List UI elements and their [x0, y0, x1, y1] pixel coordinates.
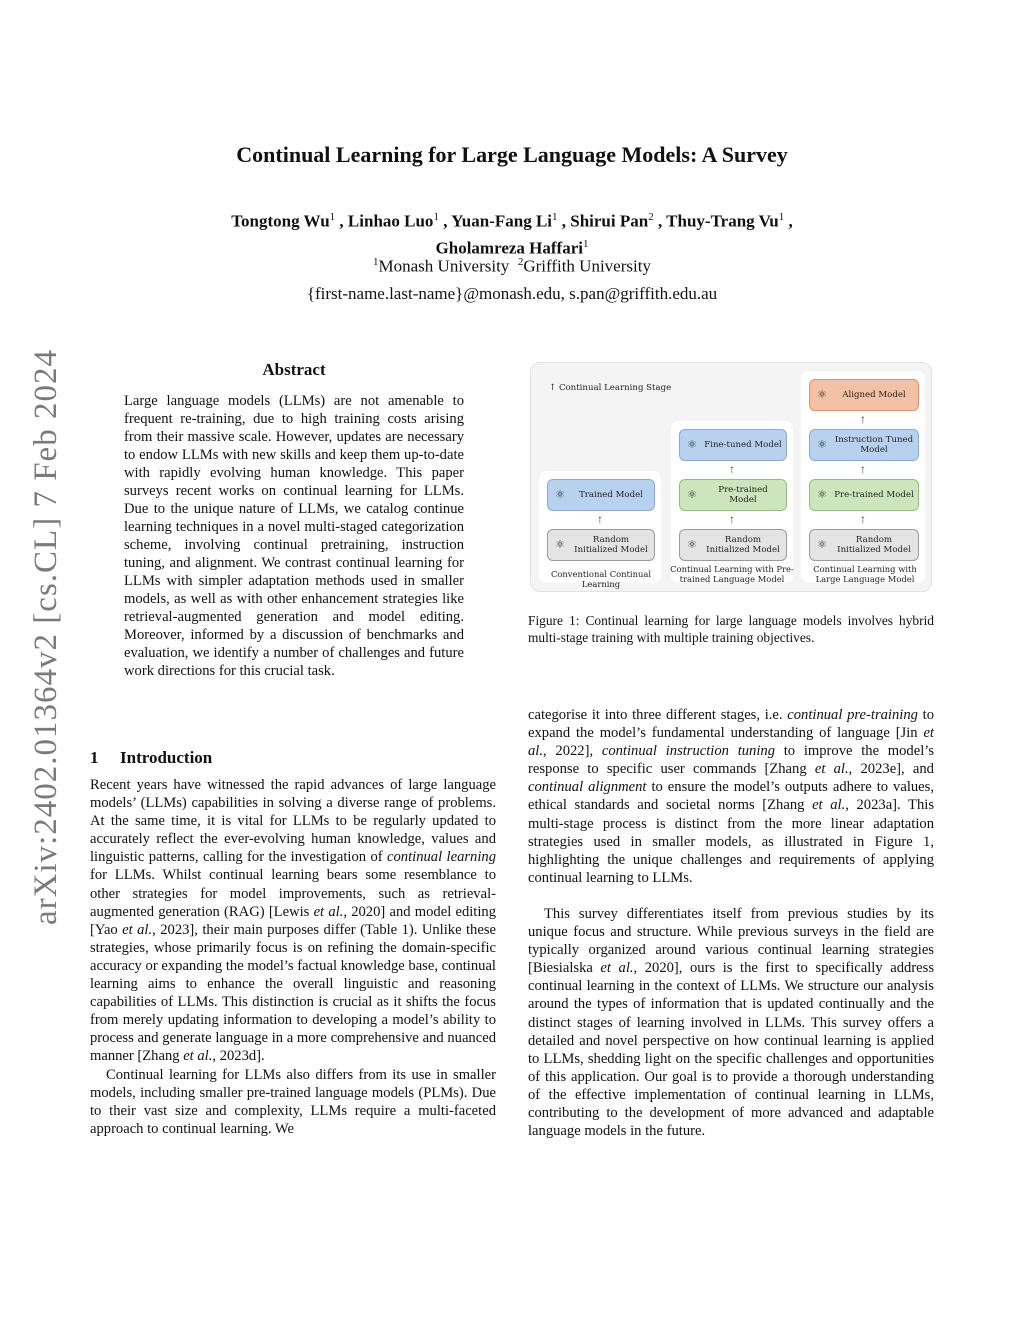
text-run: for LLMs. Whilst continual learning bears some resemblance to other strategies for model improvements, such as retrieval-augmented generation (RAG) [Lewis — [90, 867, 496, 920]
text-run: , 2022], — [543, 743, 602, 760]
emphasis: continual learning — [387, 849, 497, 866]
author-list: Tongtong Wu$^1$ , Linhao Luo$^1$ , Yuan-Fang Li$^1$ , Shirui Pan$^2$ , Thuy-Trang Vu$^1$ , Gholamreza Haffari$^1$ — [231, 211, 793, 258]
network-icon: ⚛ — [555, 488, 565, 501]
text-run: to expand the model’s fundamental understanding of language [Jin — [528, 707, 935, 742]
random-initialized-model-box — [679, 529, 787, 561]
author-name: Linhao Luo — [347, 211, 434, 231]
text-run: , 2023a]. This multi-stage process is distinct from the more linear adaptation strategies used in smaller models, as illustrated in Figure 1, highlighting the unique challenges and requirements of applying continual learning to LLMs. — [528, 797, 934, 886]
emphasis: et al. — [812, 797, 846, 814]
text-run: categorise it into three different stages, i.e. — [528, 707, 788, 723]
pre-trained-model-box — [809, 479, 919, 511]
emphasis: continual alignment — [528, 779, 647, 796]
intro-paragraph-2-continued — [528, 706, 934, 887]
author-name: Tongtong Wu — [231, 211, 330, 231]
affiliation-name: Griffith University — [523, 256, 651, 276]
network-icon: ⚛ — [687, 488, 697, 501]
author-name: Gholamreza Haffari — [435, 238, 583, 258]
affiliation-number: 1 — [373, 256, 379, 268]
author-affiliation-mark: 1 — [329, 211, 336, 223]
network-icon: ⚛ — [817, 538, 827, 551]
arxiv-identifier: arXiv:2402.01364v2 [cs.CL] 7 Feb 2024 — [27, 349, 64, 925]
emphasis: et al. — [528, 725, 934, 760]
author-affiliation-mark: 2 — [648, 211, 654, 223]
author-affiliation-mark: 1 — [433, 211, 439, 223]
text-run: , 2020] and model editing [Yao — [90, 903, 497, 938]
text-run: to ensure the model’s outputs adhere to values, ethical standards and societal norms [Zhang — [528, 779, 934, 814]
random-initialized-model-box — [547, 529, 655, 561]
affiliation-name: Monash University — [378, 256, 510, 276]
aligned-model-box — [809, 379, 919, 411]
trained-model-box — [547, 479, 655, 511]
box-label: Fine-tuned Model — [704, 440, 782, 450]
box-label: Aligned Model — [842, 390, 906, 400]
box-label: Random Initialized Model — [706, 535, 780, 555]
author-name: Thuy-Trang Vu — [666, 211, 779, 231]
author-name: Shirui Pan — [570, 211, 649, 231]
network-icon: ⚛ — [817, 388, 827, 401]
emphasis: et al. — [183, 1048, 213, 1065]
box-label: Random Initialized Model — [574, 535, 648, 555]
network-icon: ⚛ — [817, 438, 827, 451]
author-affiliation-mark: 1 — [552, 211, 558, 223]
instruction-tuned-model-box — [809, 429, 919, 461]
affiliations — [0, 256, 1024, 277]
intro-paragraph-2: Continual learning for LLMs also differs from its use in smaller models, including smaller pre-trained language models (PLMs). Due to their vast size and complexity, LLMs require a multi-faceted approach to continual learning. We — [90, 1066, 496, 1137]
left-column-body — [90, 776, 496, 1138]
arrow-up-icon: ↑ — [729, 512, 735, 526]
intro-paragraph-3 — [528, 905, 934, 1140]
column-caption: Conventional Continual Learning — [550, 569, 652, 589]
network-icon: ⚛ — [687, 438, 697, 451]
arrow-up-icon: ↑ — [597, 512, 603, 526]
text-run: Recent years have witnessed the rapid advances of large language models’ (LLMs) capabilities in solving a diverse range of problems. At the same time, it is vital for LLMs to be regularly updated to accurately reflect the ever-evolving human knowledge, values and linguistic patterns, calling for the investigation of — [90, 777, 496, 866]
column-caption: Continual Learning with Pre-trained Language Model — [670, 564, 794, 584]
arrow-up-icon: ↑ — [860, 512, 866, 526]
arrow-up-icon: ↑ — [860, 412, 866, 426]
network-icon: ⚛ — [817, 488, 827, 501]
box-label: Instruction Tuned Model — [834, 435, 914, 455]
author-emails: {first-name.last-name}@monash.edu, s.pan@griffith.edu.au — [306, 284, 718, 303]
emphasis: et al. — [313, 903, 344, 920]
legend-label: Continual Learning Stage — [558, 383, 672, 393]
section-heading-introduction — [90, 748, 212, 768]
intro-paragraph-1 — [90, 776, 496, 1066]
figure-1-diagram — [530, 362, 932, 592]
affiliation-number: 2 — [517, 256, 524, 268]
emphasis: et al. — [600, 960, 634, 977]
column-caption: Continual Learning with Large Language Model — [813, 564, 917, 584]
emphasis: continual instruction tuning — [601, 743, 775, 760]
author-affiliation-mark: 1 — [582, 237, 589, 250]
text-run: , 2020], ours is the first to specifically address continual learning in the context of LLMs. We structure our analysis around the types of information that is updated continually and the distinct stages of learning involved in LLMs. This survey offers a detailed and novel perspective on how continual learning is applied to LLMs, shedding light on the specific challenges and opportunities of this application. Our goal is to provide a thorough understanding of the effective implementation of continual learning in LLMs, contributing to the development of more advanced and adaptable language models in the future. — [528, 960, 934, 1140]
pre-trained-model-box — [679, 479, 787, 511]
box-label: Trained Model — [579, 490, 643, 500]
fine-tuned-model-box — [679, 429, 787, 461]
paper-title: Continual Learning for Large Language Models: A Survey — [236, 142, 788, 167]
arrow-up-icon: ↑ — [860, 462, 866, 476]
up-arrow-icon: ↑ — [549, 383, 557, 393]
text-run: to improve the model’s response to specific user commands [Zhang — [528, 743, 934, 778]
text-run: , 2023d]. — [212, 1048, 265, 1065]
emphasis: et al. — [814, 761, 849, 778]
text-run: This survey differentiates itself from previous studies by its unique focus and structure. While previous surveys in the field are typically organized around various continual learning strategies [Biesialska — [528, 905, 934, 977]
network-icon: ⚛ — [687, 538, 697, 551]
abstract-heading: Abstract — [262, 360, 326, 379]
arrow-up-icon: ↑ — [729, 462, 735, 476]
author-name: Yuan-Fang Li — [451, 211, 552, 231]
network-icon: ⚛ — [555, 538, 565, 551]
box-label: Random Initialized Model — [837, 535, 911, 555]
section-title: Introduction — [120, 748, 213, 767]
random-initialized-model-box — [809, 529, 919, 561]
emphasis: et al. — [122, 921, 153, 938]
author-affiliation-mark: 1 — [778, 211, 785, 223]
section-number: 1 — [90, 748, 99, 767]
text-run: , 2023], their main purposes differ (Table 1). Unlike these strategies, whose primarily focus is on refining the domain-specific accuracy or expanding the model’s factual knowledge base, continual learning aims to enhance the overall linguistic and reasoning capabilities of LLMs. This distinction is crucial as it shifts the focus from merely updating information to developing a model’s ability to process and generate language in a more comprehensive and nuanced manner [Zhang — [90, 921, 496, 1065]
figure-1-caption: Figure 1: Continual learning for large language models involves hybrid multi-stage training with multiple training objectives. — [528, 613, 934, 645]
box-label: Pre-trained Model — [718, 485, 768, 505]
right-column-body — [528, 706, 934, 1140]
figure-legend — [549, 383, 671, 393]
text-run: , 2023e], and — [848, 761, 934, 778]
emphasis: continual pre-training — [787, 707, 918, 723]
box-label: Pre-trained Model — [834, 490, 914, 500]
abstract-text: Large language models (LLMs) are not amenable to frequent re-training, due to high training costs arising from their massive scale. However, updates are necessary to endow LLMs with new skills and keep them up-to-date with rapidly evolving human knowledge. This paper surveys recent works on continual learning for LLMs. Due to the unique nature of LLMs, we catalog continue learning techniques in a novel multi-staged categorization scheme, involving continual pretraining, instruction tuning, and alignment. We contrast continual learning for LLMs with simpler adaptation methods used in smaller models, as well as with other enhancement strategies like retrieval-augmented generation and model editing. Moreover, informed by a discussion of benchmarks and evaluation, we identify a number of challenges and future work directions for this crucial task. — [124, 393, 464, 679]
